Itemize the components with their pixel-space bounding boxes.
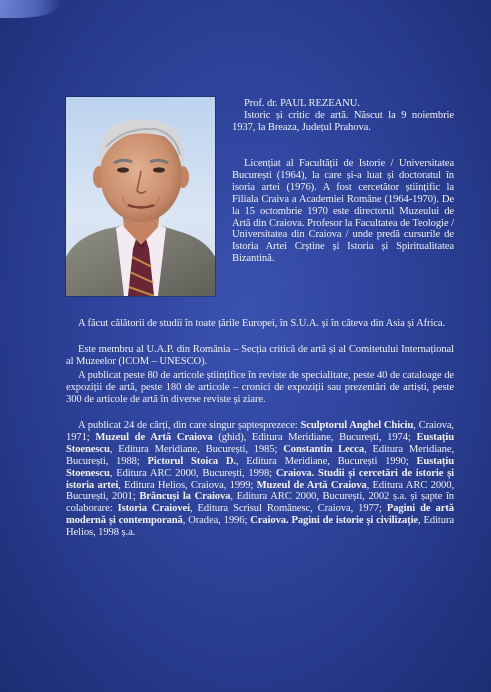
book-details: (ghid), Editura Meridiane, București, 1974; [212, 431, 417, 443]
book-details: , Editura Helios, Craiova, 1999; [118, 479, 257, 491]
book-details: , Editura Scrisul Românesc, Craiova, 1977; [189, 503, 387, 515]
book-title: Eustațiu Stoenescu [66, 431, 454, 455]
author-name-line [244, 98, 454, 110]
book-title: Sculptorul Anghel Chiciu [300, 420, 414, 431]
book-details: , Editura Meridiane, București, 1988; [66, 443, 454, 467]
author-name: PAUL REZEANU. [280, 98, 360, 109]
bio-books-paragraph [66, 420, 454, 539]
book-title: Brâncuși la Craiova [139, 491, 231, 503]
book-title: Istoria Craiovei [117, 503, 190, 515]
book-title: Craiova. Studii și cercetări de istorie și istoria artei [66, 467, 455, 491]
author-prefix: Prof. dr. [244, 98, 278, 109]
book-title: Eustațiu Stoenescu [66, 455, 454, 479]
book-title: Constantin Lecca [283, 443, 365, 455]
book-details: , Editura ARC 2000, București, 2001; [66, 479, 454, 503]
book-details: , Editura ARC 2000, București, 1998; [109, 467, 276, 479]
author-portrait [66, 97, 215, 296]
bio-membership-paragraph: Este membru al U.A.P. din România – Secția critică de artă și al Comitetului Internațional al Muzeelor (ICOM – UNESCO). [66, 344, 454, 367]
book-details: , Editura ARC 2000, București, 2002 ș.a. și șapte în colaborare: [66, 491, 454, 515]
book-title: Muzeul de Artă Craiova [256, 479, 367, 491]
bio-articles-paragraph: A publicat peste 80 de articole științifice în reviste de specialitate, peste 40 de cataloage de expoziții de artă, peste 180 de articole – cronici de expoziții sau prezentări de artiști, peste 300 de articole de artă în diverse reviste și ziare. [66, 370, 454, 405]
bio-career-paragraph: Licențiat al Facultății de Istorie / Universitatea București (1964), la care și-a luat și doctoratul în isoria artei (1976). A fost cercetător științific la Filiala Craiva a Academiei Române (1964-1970). De la 15 octombrie 1970 este directorul Muzeului de Artă din Craiova. Profesor la Facultatea de Teologie / Universitatea din Craiova / unde predă cursurile de Istoria Artei Crștine și Istoria și Spiritualitatea Bizantină. [232, 158, 454, 265]
book-title: Craiova. Pagini de istorie și civilizație [250, 515, 419, 527]
bio-travel-paragraph: A făcut călătorii de studii în toate țările Europei, în S.U.A. și în câteva din Asia și Africa. [78, 318, 446, 329]
book-title: Pagini de artă modernă și contemporană [66, 503, 454, 527]
book-details: A publicat 24 de cărți, din care singur șaptesprezece: [78, 420, 301, 431]
bio-birth-paragraph: Istoric și critic de artă. Născut la 9 noiembrie 1937, la Breaza, Județul Prahova. [232, 110, 454, 133]
book-details: , Editura Meridiane, București, 1985; [109, 443, 284, 455]
book-title: Muzeul de Artă Craiova [95, 431, 213, 443]
corner-decoration [0, 0, 60, 18]
book-details: , Editura Meridiane, București 1990; [235, 455, 417, 467]
book-details: , Oradea, 1996; [182, 515, 251, 527]
book-details: , Craiova, 1971; [66, 420, 454, 443]
book-details: , Editura Helios, 1998 ș.a. [66, 515, 454, 539]
book-title: Pictorul Stoica D. [147, 455, 236, 467]
